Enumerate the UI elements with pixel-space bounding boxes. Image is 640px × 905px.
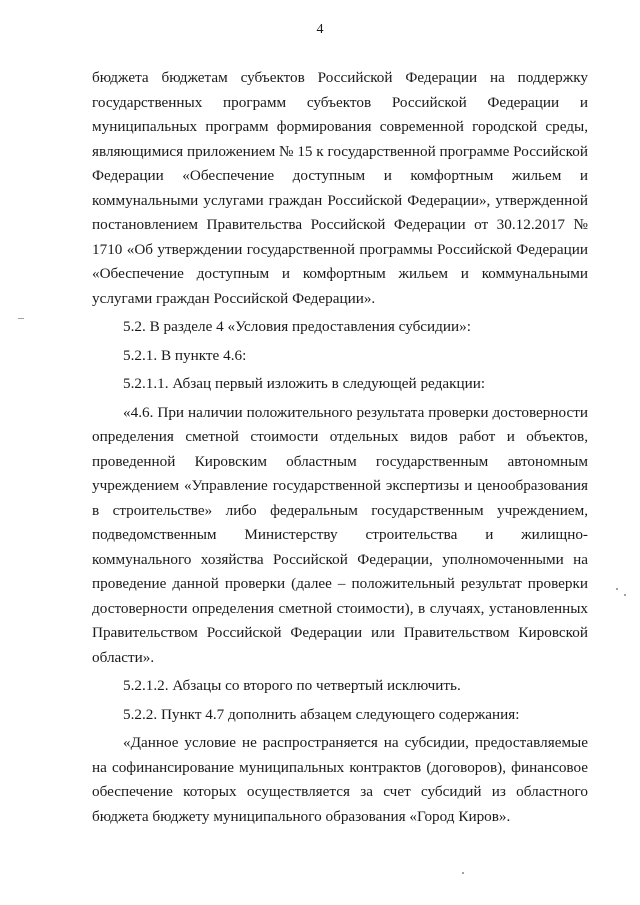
scan-mark-bottom	[462, 872, 464, 874]
paragraph-5-2-1: 5.2.1. В пункте 4.6:	[123, 346, 247, 364]
paragraph-5-2-1-1: 5.2.1.1. Абзац первый изложить в следующей редакции:	[123, 375, 486, 392]
page-number: 4	[316, 22, 324, 37]
document-body	[92, 66, 588, 833]
paragraph-5-2-2: 5.2.2. Пункт 4.7 дополнить абзацем следующего содержания:	[123, 705, 520, 723]
scan-mark-left	[18, 318, 24, 319]
paragraph-5-2: 5.2. В разделе 4 «Условия предоставления субсидии»:	[123, 318, 471, 335]
paragraph-4-6-quote: «4.6. При наличии положительного результата проверки достоверности определения сметной стоимости отдельных видов работ и объектов, проведенной Кировским областным государственным автономным учреждением «Управление государственной экспертизы и ценообразования в строительстве» либо федеральным государственным учреждением, подведомственным Министерству строительства и жилищно-коммунального хозяйства Российской Федерации, уполномоченными на проведение данной проверки (далее – положительный результат проверки достоверности определения сметной стоимости), в случаях, установленных Правительством Российской Федерации или Правительством Кировской области».	[92, 403, 588, 666]
scan-mark-right-2	[624, 594, 626, 596]
paragraph-continuation: бюджета бюджетам субъектов Российской Федерации на поддержку государственных программ субъектов Российской Федерации и муниципальных программ формирования современной городской среды, являющимися приложением № 15 к государственной программе Российской Федерации «Обеспечение доступным и комфортным жильем и коммунальными услугами граждан Российской Федерации», утвержденной постановлением Правительства Российской Федерации от 30.12.2017 № 1710 «Об утверждении государственной программы Российской Федерации «Обеспечение доступным и комфортным жильем и коммунальными услугами граждан Российской Федерации».	[92, 69, 589, 307]
scan-mark-right-1	[616, 588, 618, 590]
paragraph-5-2-1-2: 5.2.1.2. Абзацы со второго по четвертый исключить.	[123, 677, 461, 694]
paragraph-added-clause: «Данное условие не распространяется на субсидии, предоставляемые на софинансирование муниципальных контрактов (договоров), финансовое обеспечение которых осуществляется за счет субсидий из областного бюджета бюджету муниципального образования «Город Киров».	[92, 734, 588, 825]
